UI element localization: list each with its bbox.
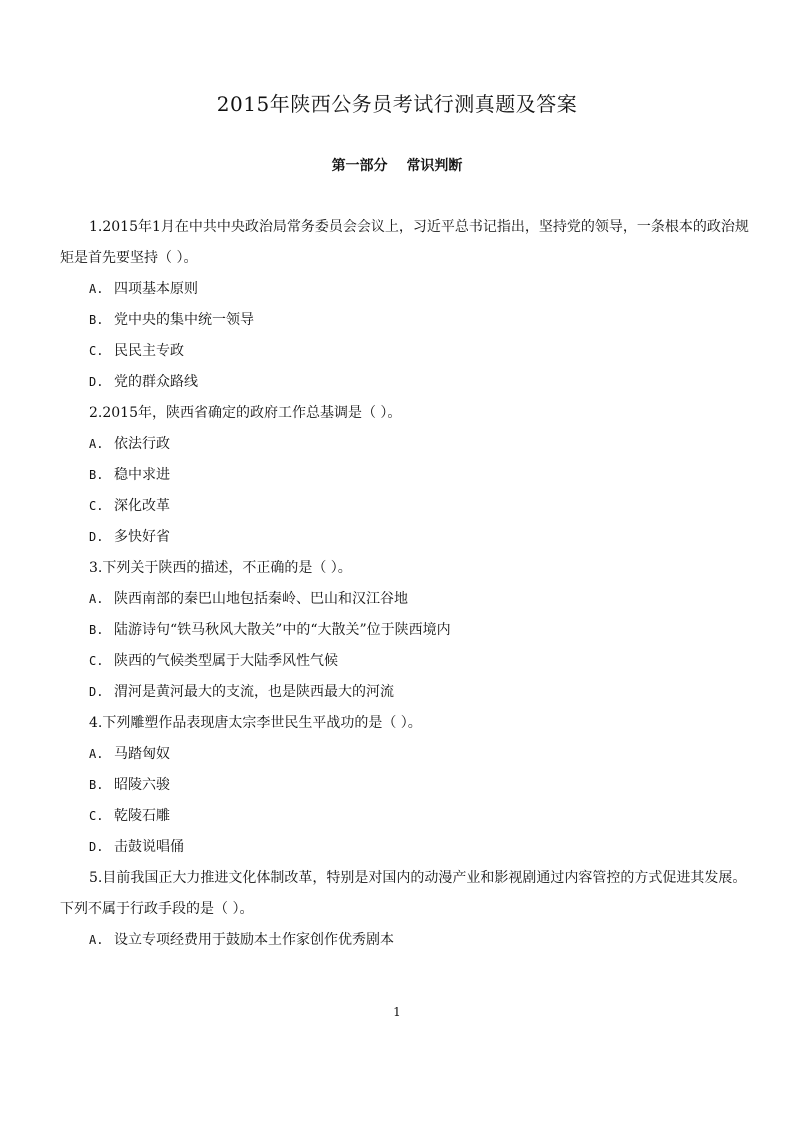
answer-option (60, 739, 740, 770)
answer-option (60, 801, 740, 832)
answer-option (60, 491, 740, 522)
option-text: 多快好省 (114, 529, 170, 545)
option-text: 党的群众路线 (114, 374, 198, 390)
option-letter: C. (89, 499, 104, 513)
option-text: 马踏匈奴 (114, 746, 170, 762)
answer-option (60, 646, 740, 677)
answer-option (60, 584, 740, 615)
option-text: 乾陵石雕 (114, 808, 170, 824)
answer-option (60, 522, 740, 553)
option-text: 陕西南部的秦巴山地包括秦岭、巴山和汉江谷地 (114, 591, 408, 607)
option-text: 稳中求进 (114, 467, 170, 483)
question-item (60, 708, 740, 863)
question-text-line: 3.下列关于陕西的描述，不正确的是（ ）。 (89, 560, 352, 576)
answer-option (60, 677, 740, 708)
answer-option (60, 925, 740, 956)
option-letter: A. (89, 282, 104, 296)
option-text: 设立专项经费用于鼓励本土作家创作优秀剧本 (114, 932, 394, 948)
option-text: 深化改革 (114, 498, 170, 514)
option-letter: A. (89, 592, 104, 606)
option-letter: D. (89, 685, 104, 699)
option-letter: A. (89, 747, 104, 761)
option-text: 击鼓说唱俑 (114, 839, 184, 855)
question-text-line: 1.2015年1月在中共中央政治局常务委员会会议上，习近平总书记指出，坚持党的领导，一条根本的政治规 (89, 219, 749, 235)
option-letter: A. (89, 437, 104, 451)
option-letter: B. (89, 313, 104, 327)
option-text: 依法行政 (114, 436, 170, 452)
option-letter: C. (89, 654, 104, 668)
option-letter: D. (89, 840, 104, 854)
question-text-line: 矩是首先要坚持（ ）。 (60, 250, 198, 266)
section-heading (0, 155, 794, 175)
answer-option (60, 429, 740, 460)
question-item (60, 212, 749, 398)
option-letter: B. (89, 778, 104, 792)
question-text-line: 4.下列雕塑作品表现唐太宗李世民生平战功的是（ ）。 (89, 715, 422, 731)
answer-option (60, 305, 740, 336)
question-text-line: 2.2015年，陕西省确定的政府工作总基调是（ ）。 (89, 405, 402, 421)
answer-option (60, 367, 740, 398)
answer-option (60, 770, 740, 801)
question-text-line: 5.目前我国正大力推进文化体制改革，特别是对国内的动漫产业和影视剧通过内容管控的方式促进其发展。 (89, 870, 747, 886)
question-item (60, 398, 740, 553)
page-number: 1 (393, 1005, 401, 1019)
document-title: 2015年陕西公务员考试行测真题及答案 (216, 92, 578, 116)
answer-option (60, 336, 740, 367)
section-name-label: 常识判断 (406, 158, 463, 174)
option-letter: C. (89, 344, 104, 358)
option-text: 四项基本原则 (114, 281, 198, 297)
option-text: 民民主专政 (114, 343, 184, 359)
option-text: 陆游诗句“铁马秋风大散关”中的“大散关”位于陕西境内 (114, 622, 451, 638)
option-letter: D. (89, 530, 104, 544)
answer-option (60, 615, 740, 646)
answer-option (60, 832, 740, 863)
option-letter: B. (89, 468, 104, 482)
option-letter: B. (89, 623, 104, 637)
question-text-line: 下列不属于行政手段的是（ ）。 (60, 901, 254, 917)
question-item (60, 553, 740, 708)
section-part-label: 第一部分 (331, 158, 388, 174)
option-text: 昭陵六骏 (114, 777, 170, 793)
question-item (60, 863, 747, 956)
answer-option (60, 460, 740, 491)
option-text: 党中央的集中统一领导 (114, 312, 254, 328)
option-letter: D. (89, 375, 104, 389)
option-letter: A. (89, 933, 104, 947)
option-letter: C. (89, 809, 104, 823)
question-list (60, 212, 749, 956)
answer-option (60, 274, 740, 305)
option-text: 陕西的气候类型属于大陆季风性气候 (114, 653, 338, 669)
option-text: 渭河是黄河最大的支流，也是陕西最大的河流 (114, 684, 394, 700)
